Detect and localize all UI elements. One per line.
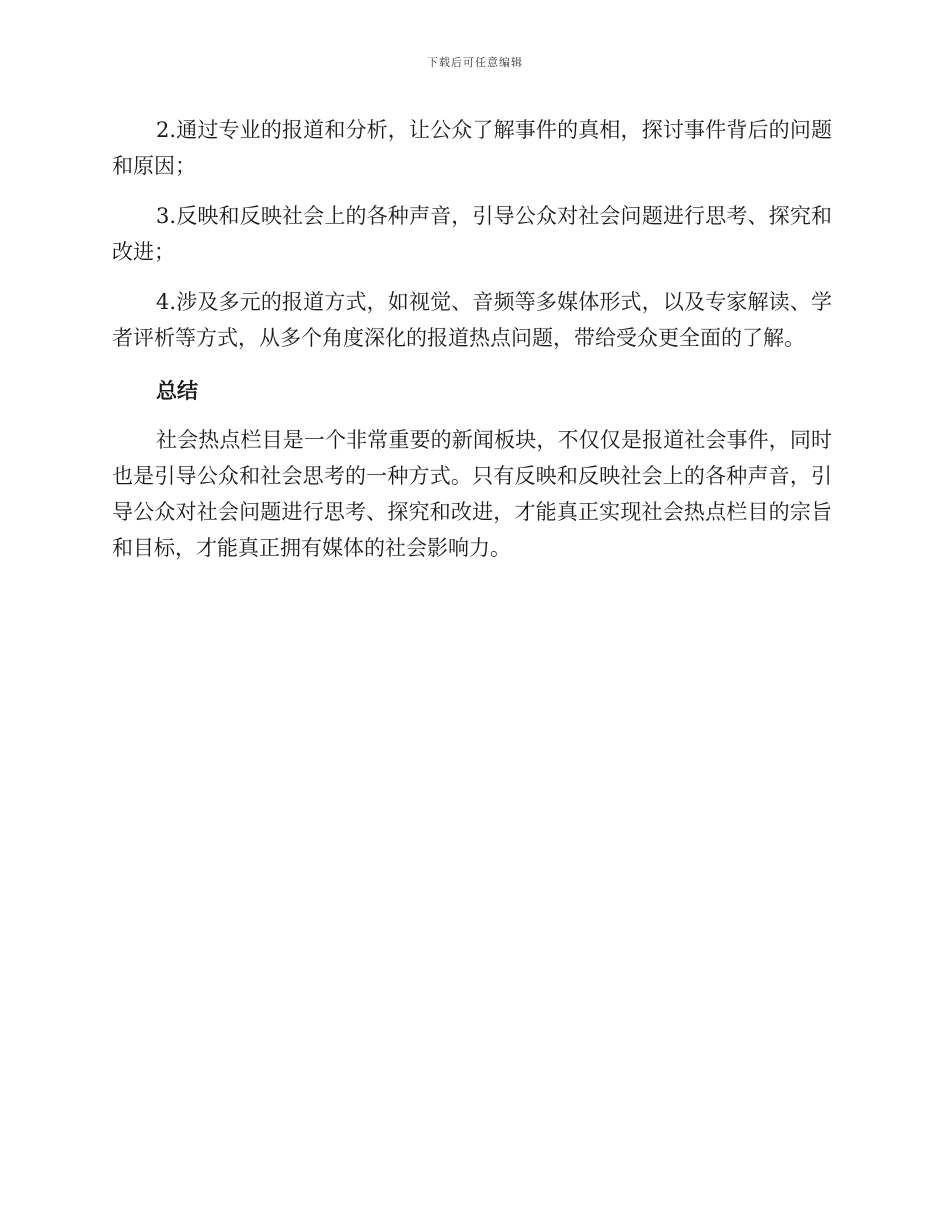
document-body [112, 112, 832, 566]
summary-heading: 总结 [156, 379, 198, 403]
list-item-3: 3.反映和反映社会上的各种声音，引导公众对社会问题进行思考、探究和改进； [112, 204, 832, 264]
list-item-4: 4.涉及多元的报道方式，如视觉、音频等多媒体形式，以及专家解读、学者评析等方式，从多个角度深化的报道热点问题，带给受众更全面的了解。 [112, 290, 832, 350]
page-header: 下载后可任意编辑 [427, 56, 523, 69]
list-item-2: 2.通过专业的报道和分析，让公众了解事件的真相，探讨事件背后的问题和原因； [112, 118, 832, 178]
summary-paragraph: 社会热点栏目是一个非常重要的新闻板块，不仅仅是报道社会事件，同时也是引导公众和社会思考的一种方式。只有反映和反映社会上的各种声音，引导公众对社会问题进行思考、探究和改进，才能真正实现社会热点栏目的宗旨和目标，才能真正拥有媒体的社会影响力。 [112, 428, 832, 560]
